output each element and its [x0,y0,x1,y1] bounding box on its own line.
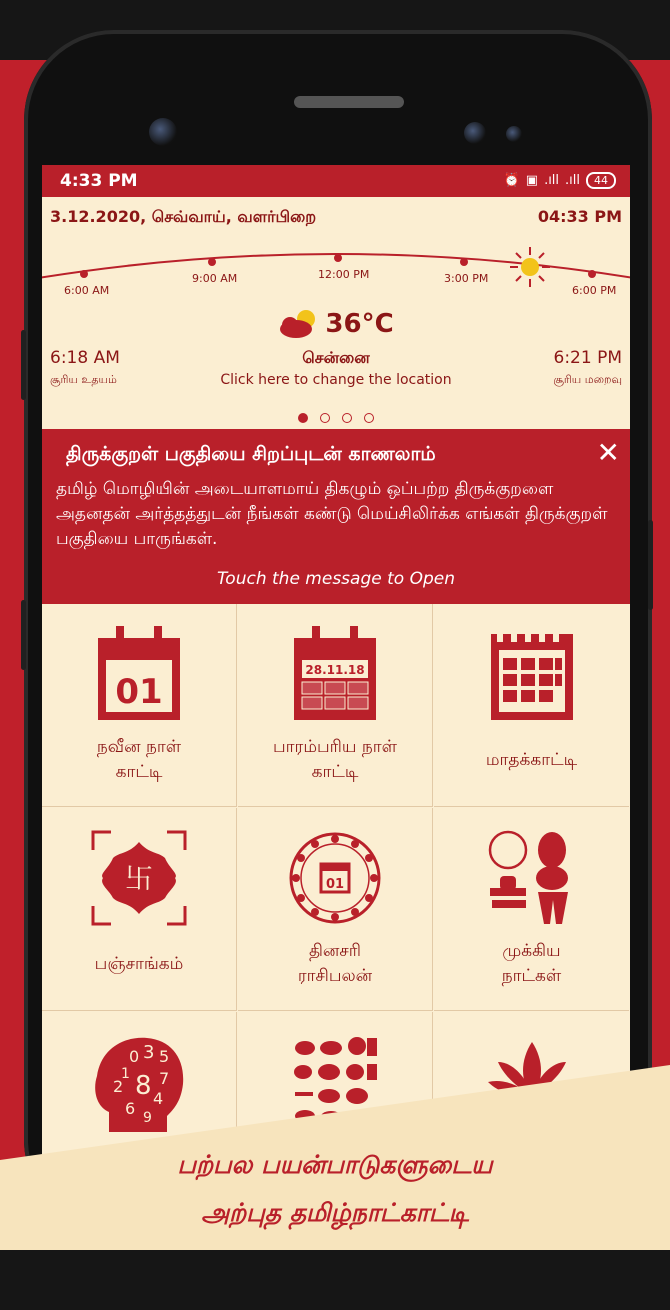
time-label-6pm: 6:00 PM [572,284,617,297]
date-line: 3.12.2020, செவ்வாய், வளர்பிறை [50,207,317,226]
promo-line-2: அற்புத தமிழ்நாட்காட்டி [201,1198,469,1227]
thirukkural-banner[interactable] [42,429,630,604]
tile-important-days[interactable] [434,808,629,1011]
tile-label: நவீன நாள் காட்டி [96,737,182,782]
banner-title: திருக்குறள் பகுதியை சிறப்புடன் காணலாம் [66,443,436,465]
banner-body: தமிழ் மொழியின் அடையாளமாய் திகழும் ஒப்பற்ற திருக்குறளை அதனதன் அர்த்தத்துடன் நீங்கள் கண்டு மெய்சிலிர்க்க எங்கள் திருக்குறள் பகுதியை பாருங்கள். [56,479,608,549]
sensor-icon [464,122,486,144]
svg-text:卐: 卐 [124,862,154,895]
svg-text:6: 6 [125,1099,136,1118]
svg-text:01: 01 [115,672,163,712]
tile-daily-horoscope[interactable] [238,808,433,1011]
tile-label: மாதக்காட்டி [485,750,578,770]
banner-touch-hint: Touch the message to Open [217,569,455,589]
status-icons [504,172,616,189]
front-camera-icon [149,118,177,146]
iris-sensor-icon [506,126,522,142]
tile-monthly-calendar[interactable] [434,604,629,807]
temperature: 36°C [325,309,394,339]
power-button [648,520,653,610]
bottom-black-bar [0,1250,670,1310]
page-dot[interactable] [298,413,308,423]
sun-timeline [42,235,630,295]
partly-cloudy-icon [278,309,320,339]
close-icon[interactable]: ✕ [596,436,620,469]
svg-text:3: 3 [143,1042,155,1063]
current-time: 04:33 PM [537,207,622,226]
time-label-9am: 9:00 AM [192,272,238,285]
signal-2-icon: .ıll [565,173,580,188]
signal-icon: .ıll [544,173,560,188]
svg-text:2: 2 [113,1077,124,1096]
bixby-button [21,600,26,670]
time-label-6am: 6:00 AM [64,284,110,297]
alarm-icon: ⏰ [503,173,520,188]
svg-text:4: 4 [153,1089,164,1108]
traditional-calendar-icon [290,624,380,724]
change-location-link[interactable]: Click here to change the location [220,372,452,388]
panchangam-icon [89,828,189,928]
tile-traditional-calendar[interactable] [238,604,433,807]
svg-text:8: 8 [135,1071,152,1101]
battery-icon: 44 [586,172,616,189]
city-name[interactable]: சென்னை [302,348,370,367]
svg-text:1: 1 [121,1066,130,1082]
status-time: 4:33 PM [60,171,138,191]
page-dot[interactable] [364,413,374,423]
time-label-12pm: 12:00 PM [318,268,370,281]
zodiac-wheel-icon [285,828,385,928]
tile-label: முக்கிய நாட்கள் [501,941,562,986]
svg-text:28.11.18: 28.11.18 [305,663,365,677]
weather-summary[interactable] [42,309,630,339]
month-calendar-icon [487,624,577,724]
svg-text:7: 7 [159,1069,170,1088]
festival-icon [482,828,582,928]
tile-modern-calendar[interactable] [42,604,237,807]
sunrise-label: சூரிய உதயம் [50,373,117,386]
time-label-3pm: 3:00 PM [444,272,489,285]
page-dot[interactable] [342,413,352,423]
tile-label: பஞ்சாங்கம் [94,954,184,974]
page-dot[interactable] [320,413,330,423]
page-indicator [42,408,630,427]
status-bar [42,165,630,197]
sunset-time: 6:21 PM [553,348,622,368]
tile-label: தினசரி ராசிபலன் [297,941,373,986]
daily-calendar-icon [94,624,184,724]
promo-line-1: பற்பல பயன்பாடுகளுடைய [177,1150,493,1179]
earpiece-speaker [294,96,404,108]
sun-icon [510,247,550,287]
svg-text:5: 5 [159,1047,170,1066]
tile-label: பாரம்பரிய நாள் காட்டி [273,737,397,782]
volume-button [21,330,26,400]
tile-panchangam[interactable] [42,808,237,1011]
volte-icon: ▣ [525,173,539,188]
sunset-label: சூரிய மறைவு [553,373,622,386]
svg-text:0: 0 [129,1047,140,1066]
sunrise-time: 6:18 AM [50,348,120,368]
svg-text:9: 9 [143,1110,152,1126]
svg-text:01: 01 [325,877,345,892]
